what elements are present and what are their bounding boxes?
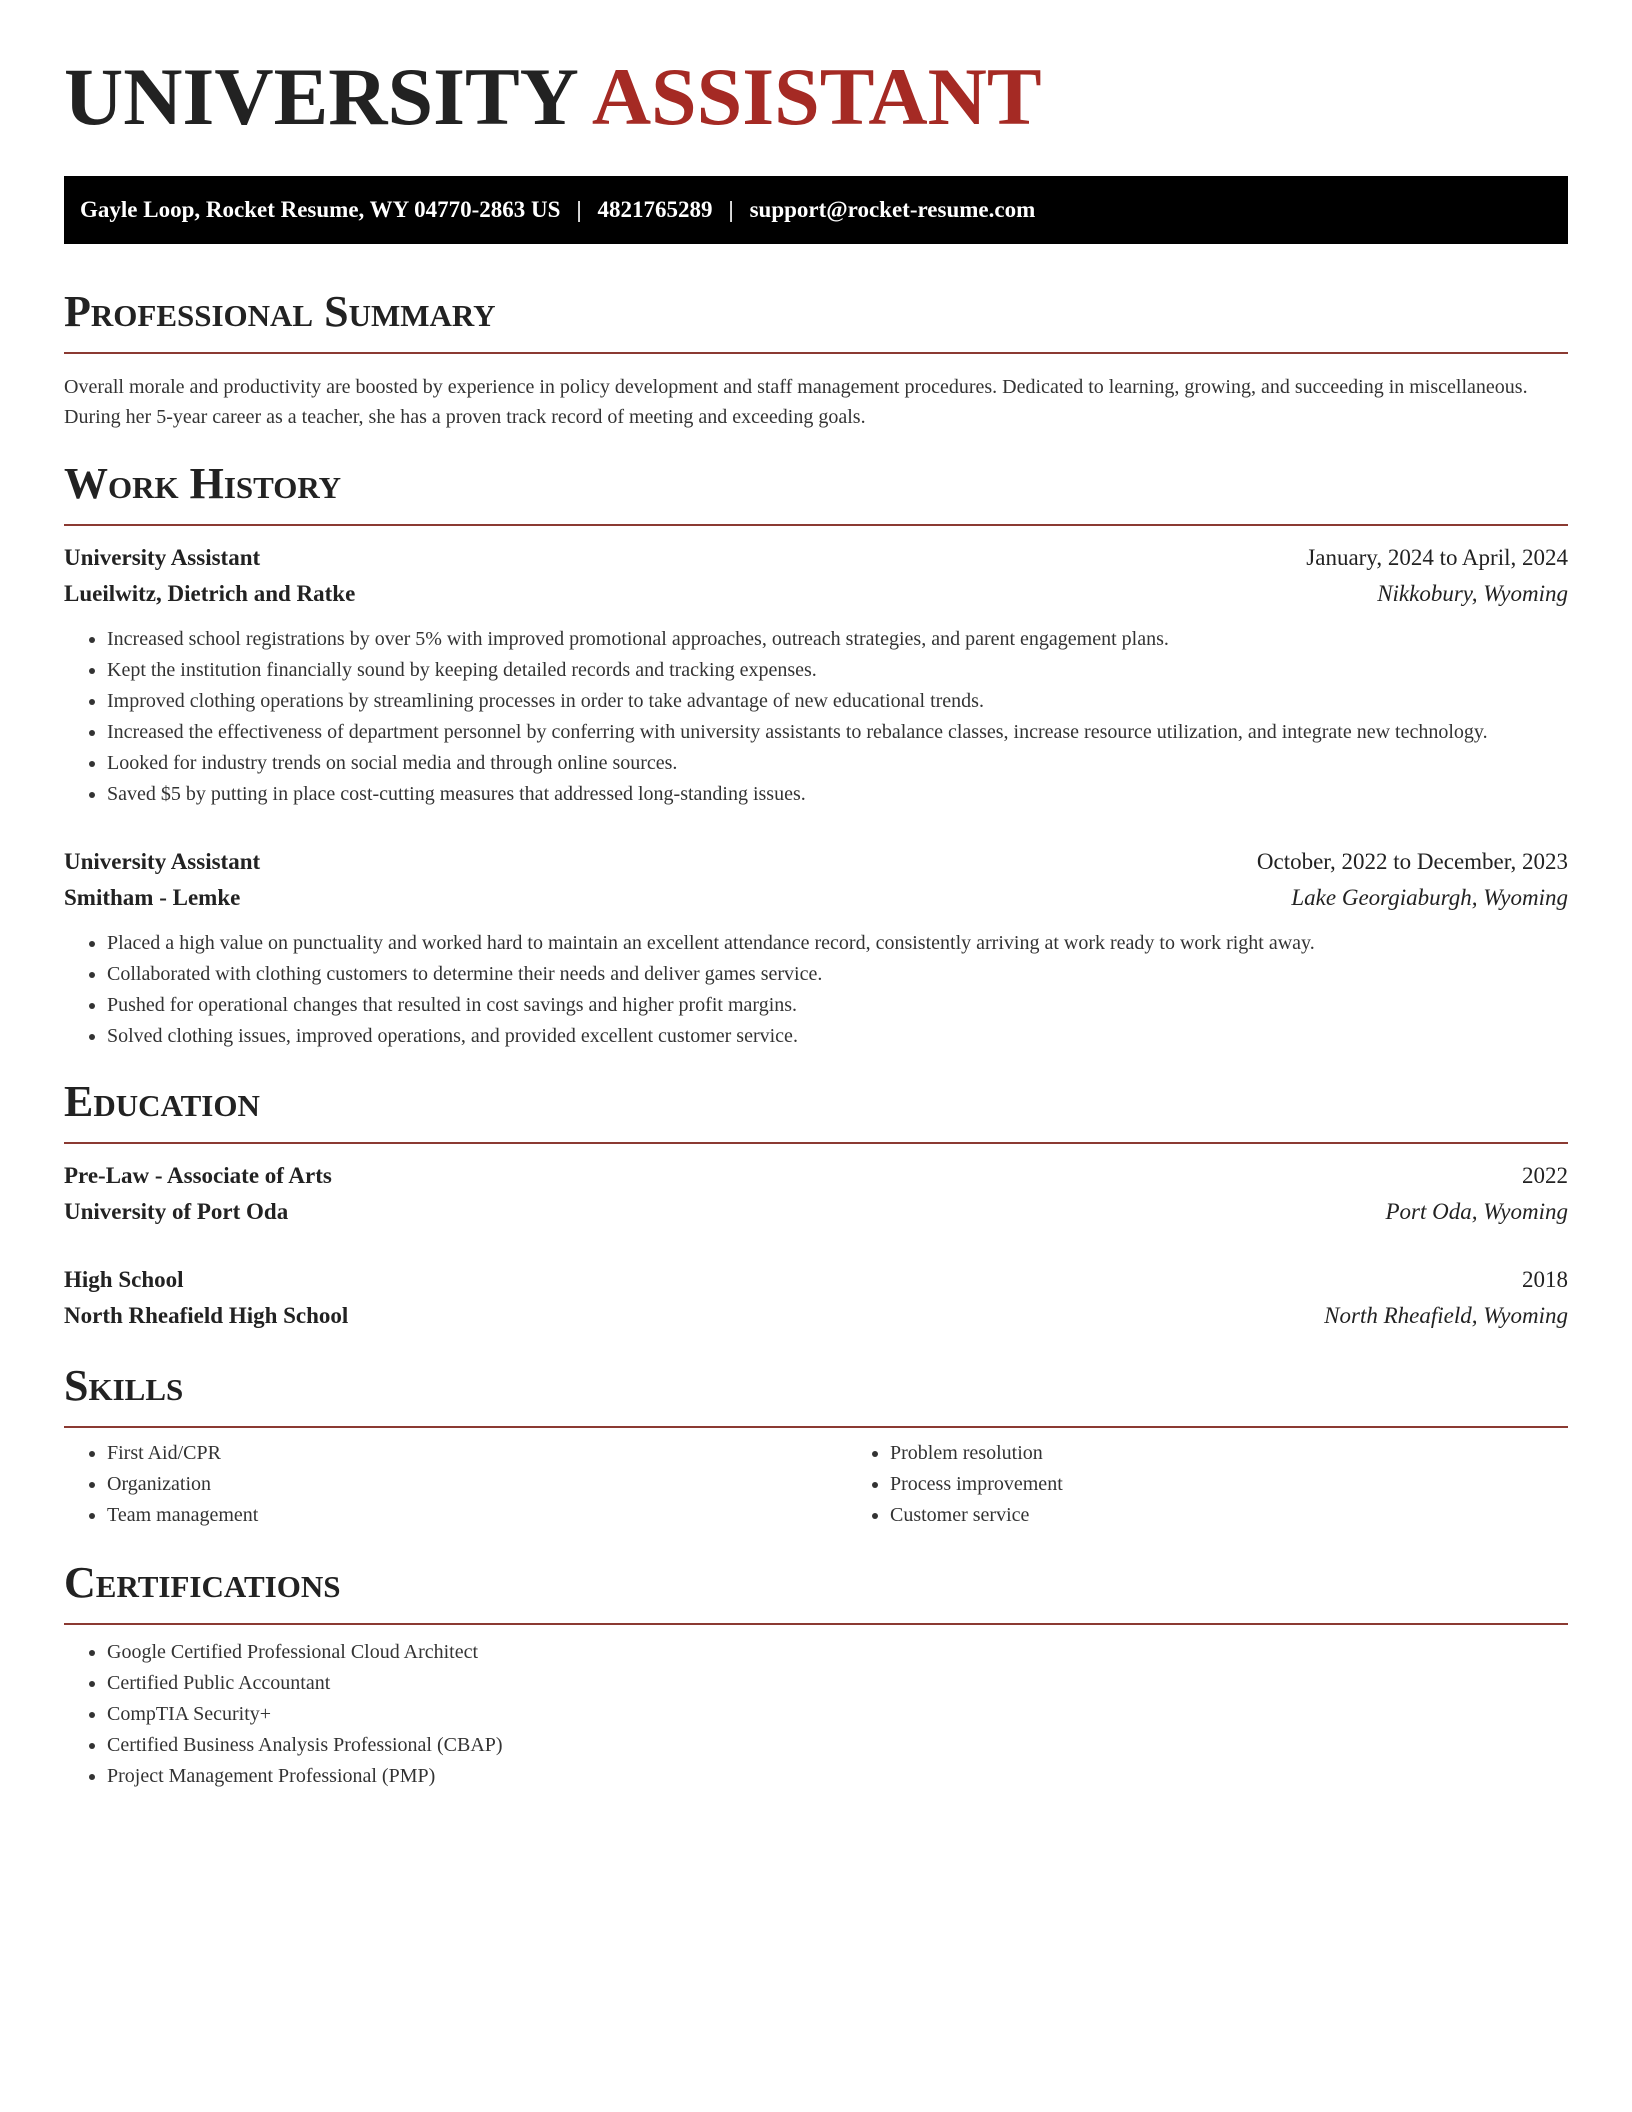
resume-page — [64, 0, 1568, 1792]
skills-columns — [64, 1438, 1568, 1531]
degree-row — [64, 1158, 1568, 1194]
certifications-list — [64, 1637, 1568, 1792]
job-entry — [64, 540, 1568, 810]
list-item: • Placed a high value on punctuality and worked hard to maintain an excellent attendance record, consistently arriving at work ready to work right away. — [107, 928, 1568, 959]
job-location: Nikkobury, Wyoming — [1377, 581, 1568, 606]
job-dates: January, 2024 to April, 2024 — [1306, 545, 1568, 570]
education-entry — [64, 1158, 1568, 1230]
job-title-row — [64, 844, 1568, 880]
job-title: University Assistant — [64, 849, 261, 874]
contact-address: Gayle Loop, Rocket Resume, WY 04770-2863 US — [80, 197, 561, 222]
graduation-year: 2022 — [1522, 1163, 1568, 1188]
job-company-row — [64, 880, 1568, 916]
list-item: • Collaborated with clothing customers to determine their needs and deliver games service. — [107, 959, 1568, 990]
list-item: • Increased the effectiveness of department personnel by conferring with university assistants to rebalance classes, increase resource utilization, and integrate new technology. — [107, 717, 1568, 748]
contact-email: support@rocket-resume.com — [749, 197, 1036, 222]
skill-item: • Team management — [107, 1500, 847, 1531]
list-item: • Improved clothing operations by streamlining processes in order to take advantage of new educational trends. — [107, 686, 1568, 717]
job-location: Lake Georgiaburgh, Wyoming — [1291, 885, 1568, 910]
job-company: Smitham - Lemke — [64, 885, 241, 910]
list-item: • Solved clothing issues, improved operations, and provided excellent customer service. — [107, 1021, 1568, 1052]
degree-row — [64, 1262, 1568, 1298]
job-dates: October, 2022 to December, 2023 — [1256, 849, 1568, 874]
contact-separator: | — [728, 197, 734, 222]
summary-section — [64, 287, 1568, 432]
degree-name: High School — [64, 1267, 184, 1292]
degree-name: Pre-Law - Associate of Arts — [64, 1163, 332, 1188]
job-title-row — [64, 540, 1568, 576]
school-location: North Rheafield, Wyoming — [1324, 1303, 1568, 1328]
certification-item: • Project Management Professional (PMP) — [107, 1761, 1568, 1792]
resume-title — [64, 51, 1568, 142]
list-item: • Pushed for operational changes that resulted in cost savings and higher profit margins. — [107, 990, 1568, 1021]
skill-item: • Process improvement — [890, 1469, 1568, 1500]
skill-item: • Organization — [107, 1469, 847, 1500]
job-duties-list — [64, 928, 1568, 1052]
skill-item: • Customer service — [890, 1500, 1568, 1531]
school-location: Port Oda, Wyoming — [1385, 1199, 1568, 1224]
section-heading-work-history: Work History — [64, 459, 342, 508]
contact-bar — [64, 176, 1568, 244]
list-item: • Looked for industry trends on social media and through online sources. — [107, 748, 1568, 779]
skills-list-right — [847, 1438, 1568, 1531]
section-divider — [64, 524, 1568, 526]
certification-item: • Certified Public Accountant — [107, 1668, 1568, 1699]
certification-item: • Google Certified Professional Cloud Architect — [107, 1637, 1568, 1668]
skills-section — [64, 1361, 1568, 1531]
school-name: University of Port Oda — [64, 1199, 289, 1224]
section-heading-education: Education — [64, 1077, 260, 1126]
list-item: • Kept the institution financially sound by keeping detailed records and tracking expenses. — [107, 655, 1568, 686]
graduation-year: 2018 — [1522, 1267, 1568, 1292]
contact-separator: | — [576, 197, 582, 222]
list-item: • Increased school registrations by over 5% with improved promotional approaches, outreach strategies, and parent engagement plans. — [107, 624, 1568, 655]
certifications-section — [64, 1558, 1568, 1792]
contact-phone: 4821765289 — [597, 197, 713, 222]
summary-text: Overall morale and productivity are boosted by experience in policy development and staff management procedures. Dedicated to learning, growing, and succeeding in miscellaneous. During her 5-year career as a teacher, she has a proven track record of meeting and exceeding goals. — [64, 376, 1528, 428]
section-heading-certifications: Certifications — [64, 1558, 341, 1607]
section-divider — [64, 352, 1568, 354]
list-item: • Saved $5 by putting in place cost-cutting measures that addressed long-standing issues. — [107, 779, 1568, 810]
certification-item: • Certified Business Analysis Professional (CBAP) — [107, 1730, 1568, 1761]
school-row — [64, 1194, 1568, 1230]
section-heading-summary: Professional Summary — [64, 287, 496, 336]
section-heading-skills: Skills — [64, 1361, 184, 1410]
certification-item: • CompTIA Security+ — [107, 1699, 1568, 1730]
job-company-row — [64, 576, 1568, 612]
section-divider — [64, 1426, 1568, 1428]
education-section — [64, 1077, 1568, 1334]
job-company: Lueilwitz, Dietrich and Ratke — [64, 581, 356, 606]
school-name: North Rheafield High School — [64, 1303, 349, 1328]
section-divider — [64, 1623, 1568, 1625]
skill-item: • First Aid/CPR — [107, 1438, 847, 1469]
work-history-section — [64, 459, 1568, 1052]
job-entry — [64, 844, 1568, 1052]
skill-item: • Problem resolution — [890, 1438, 1568, 1469]
job-title: University Assistant — [64, 545, 261, 570]
job-duties-list — [64, 624, 1568, 810]
skills-list-left — [64, 1438, 847, 1531]
title-second-word: ASSISTANT — [591, 51, 1042, 142]
education-entry — [64, 1262, 1568, 1334]
section-divider — [64, 1142, 1568, 1144]
title-first-word: UNIVERSITY — [64, 51, 576, 142]
school-row — [64, 1298, 1568, 1334]
